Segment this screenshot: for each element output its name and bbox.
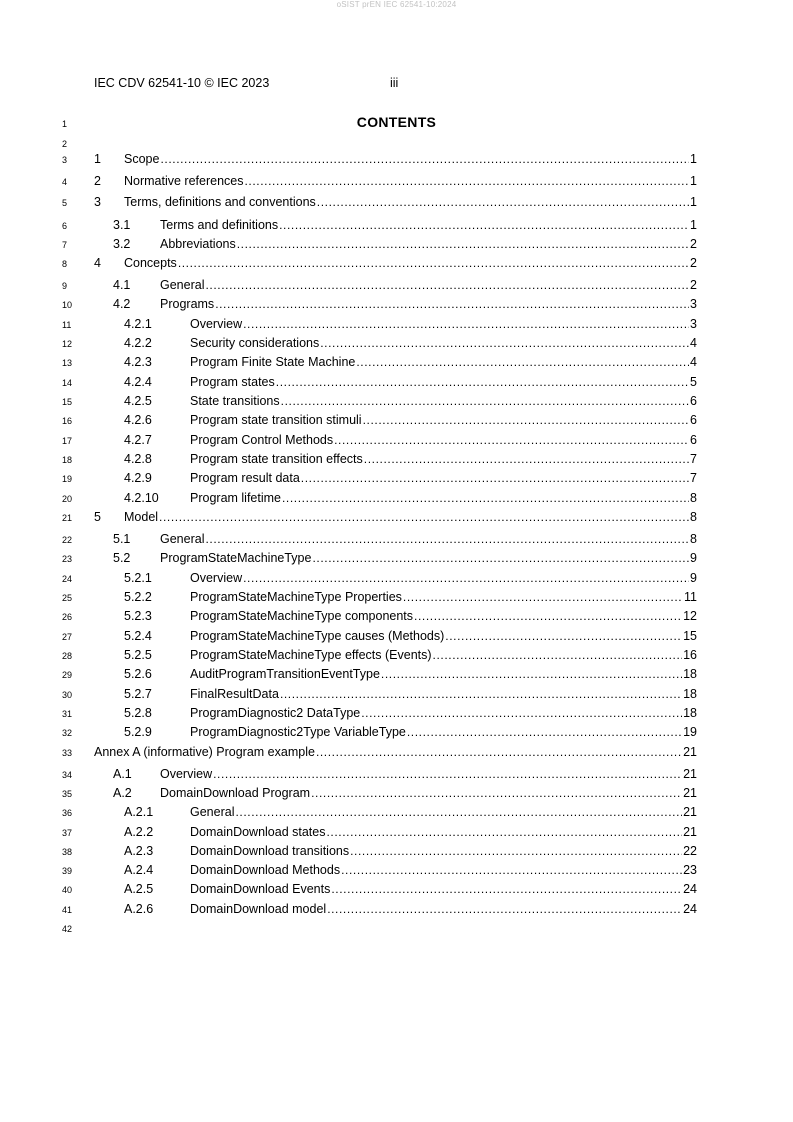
toc-entry-title: Annex A (informative) Program example [94,745,315,759]
toc-entry-page-number: 2 [690,278,697,292]
toc-entry-number: 5.2.8 [124,706,152,720]
toc-entry-title-line [190,687,697,701]
running-header [94,76,399,90]
toc-entry-page-number: 18 [683,687,697,701]
toc-entry-page-number: 16 [683,648,697,662]
line-number: 35 [62,789,73,799]
toc-entry[interactable] [0,237,697,253]
dot-leader [311,786,682,800]
toc-entry-title: ProgramDiagnostic2Type VariableType [190,725,406,739]
toc-entry-number: 5.2.6 [124,667,152,681]
dot-leader [334,433,689,447]
toc-entry-title-line [94,745,697,759]
toc-entry-title: General [190,805,235,819]
toc-entry[interactable] [0,152,697,168]
toc-entry[interactable] [0,902,697,918]
line-number: 7 [62,240,68,250]
toc-entry-page-number: 1 [690,174,697,188]
toc-entry-title: Overview [190,317,243,331]
toc-entry-number: 5.2.4 [124,629,152,643]
dot-leader [317,195,689,209]
dot-leader [356,355,689,369]
line-number: 38 [62,847,73,857]
toc-entry-title: ProgramStateMachineType effects (Events) [190,648,432,662]
toc-entry-title-line [160,767,697,781]
toc-entry-number: 5.2.7 [124,687,152,701]
toc-entry-title-line [124,174,697,188]
line-number: 23 [62,554,73,564]
toc-entry[interactable] [0,786,697,802]
dot-leader [327,825,683,839]
toc-entry[interactable] [0,609,697,625]
dot-leader [327,902,682,916]
dot-leader [237,237,689,251]
line-number: 16 [62,416,73,426]
dot-leader [245,174,690,188]
toc-entry-title-line [160,786,697,800]
dot-leader [281,394,689,408]
line-number: 24 [62,574,73,584]
toc-entry-title: Terms, definitions and conventions [124,195,316,209]
toc-entry-number: 3 [94,195,101,209]
toc-entry[interactable] [0,745,697,761]
toc-entry[interactable] [0,297,697,313]
toc-entry-page-number: 15 [683,629,697,643]
toc-entry-number: A.2.5 [124,882,154,896]
toc-entry-title: Program result data [190,471,300,485]
toc-entry-page-number: 1 [690,218,697,232]
line-number: 25 [62,593,73,603]
toc-entry-number: 4.1 [113,278,131,292]
toc-entry-title-line [190,413,697,427]
line-number: 17 [62,436,73,446]
toc-entry[interactable] [0,725,697,741]
toc-entry-title-line [190,805,697,819]
toc-entry-page-number: 24 [683,882,697,896]
toc-entry-page-number: 24 [683,902,697,916]
toc-entry[interactable] [0,687,697,703]
toc-entry-page-number: 9 [690,571,697,585]
toc-entry-title: DomainDownload model [190,902,327,916]
toc-entry-page-number: 18 [683,667,697,681]
toc-entry-page-number: 4 [690,355,697,369]
toc-entry-page-number: 22 [683,844,697,858]
toc-entry-title: DomainDownload Events [190,882,331,896]
toc-entry-title: Program state transition effects [190,452,363,466]
dot-leader [433,648,683,662]
toc-entry-title: Program state transition stimuli [190,413,362,427]
toc-entry-title-line [190,882,697,896]
toc-entry-title: Overview [190,571,243,585]
toc-entry[interactable] [0,532,697,548]
toc-entry-page-number: 8 [690,491,697,505]
toc-entry-page-number: 8 [690,510,697,524]
toc-entry[interactable] [0,174,697,190]
header-page-number: iii [390,76,399,90]
toc-entry-title: Program lifetime [190,491,281,505]
toc-entry[interactable] [0,278,697,294]
toc-entry-title-line [124,152,697,166]
toc-entry-number: 5.2.5 [124,648,152,662]
toc-entry-title: FinalResultData [190,687,279,701]
toc-entry-title: Program Finite State Machine [190,355,356,369]
line-number: 26 [62,612,73,622]
line-number: 11 [62,320,72,330]
toc-entry-page-number: 3 [690,317,697,331]
toc-entry-title: ProgramStateMachineType [160,551,312,565]
toc-entry-number: 4.2.7 [124,433,152,447]
line-number: 41 [62,905,73,915]
toc-entry-number: A.2.4 [124,863,154,877]
toc-entry-number: 3.1 [113,218,131,232]
toc-entry[interactable] [0,394,697,410]
dot-leader [361,706,682,720]
toc-entry-title: General [160,532,205,546]
toc-entry[interactable] [0,452,697,468]
dot-leader [381,667,682,681]
toc-entry-number: 4.2 [113,297,131,311]
toc-entry-title: DomainDownload states [190,825,326,839]
toc-entry-title-line [190,452,697,466]
toc-entry-page-number: 7 [690,471,697,485]
toc-entry-number: 5.2.3 [124,609,152,623]
toc-entry-page-number: 21 [683,786,697,800]
toc-entry-number: 4.2.1 [124,317,152,331]
line-number: 22 [62,535,73,545]
dot-leader [316,745,682,759]
toc-entry[interactable] [0,767,697,783]
line-number: 29 [62,670,73,680]
toc-entry-number: 5.1 [113,532,131,546]
toc-entry-page-number: 1 [690,152,697,166]
line-number: 34 [62,770,73,780]
toc-entry-title-line [124,256,697,270]
line-number: 13 [62,358,73,368]
dot-leader [414,609,682,623]
toc-entry-title-line [190,433,697,447]
dot-leader [407,725,682,739]
toc-entry-title-line [190,355,697,369]
toc-entry-title-line [160,218,697,232]
toc-entry-title: Program Control Methods [190,433,334,447]
contents-title: CONTENTS [356,114,437,130]
line-number: 31 [62,709,73,719]
toc-entry-title-line [190,902,697,916]
toc-entry[interactable] [0,355,697,371]
toc-entry[interactable] [0,551,697,567]
line-number: 19 [62,474,73,484]
toc-entry[interactable] [0,336,697,352]
dot-leader [403,590,683,604]
toc-entry-title-line [160,551,697,565]
toc-entry[interactable] [0,491,697,507]
dot-leader [331,882,682,896]
toc-entry-title-line [190,336,697,350]
toc-entry-title: Terms and definitions [160,218,279,232]
toc-entry[interactable] [0,413,697,429]
toc-entry-page-number: 2 [690,256,697,270]
dot-leader [213,767,682,781]
toc-entry-number: 3.2 [113,237,131,251]
toc-entry-page-number: 4 [690,336,697,350]
toc-entry-title: ProgramDiagnostic2 DataType [190,706,361,720]
watermark-text: oSIST prEN IEC 62541-10:2024 [336,0,457,9]
toc-entry-title: Program states [190,375,275,389]
toc-entry-page-number: 6 [690,413,697,427]
toc-entry-page-number: 19 [683,725,697,739]
toc-entry-title: Overview [160,767,213,781]
toc-entry[interactable] [0,825,697,841]
toc-entry-page-number: 23 [683,863,697,877]
toc-entry-title: Abbreviations [160,237,236,251]
header-document-id: IEC CDV 62541-10 © IEC 2023 [94,76,270,90]
toc-entry-title-line [160,297,697,311]
toc-entry-title-line [190,317,697,331]
toc-entry-page-number: 3 [690,297,697,311]
toc-entry-number: 4.2.10 [124,491,159,505]
toc-entry[interactable] [0,590,697,606]
dot-leader [363,413,689,427]
toc-entry[interactable] [0,195,697,211]
toc-entry-title: ProgramStateMachineType components [190,609,414,623]
dot-leader [320,336,689,350]
toc-entry-number: 5 [94,510,101,524]
toc-entry-title: Security considerations [190,336,320,350]
toc-entry-number: 4.2.3 [124,355,152,369]
toc-entry-page-number: 7 [690,452,697,466]
toc-entry-number: A.2 [113,786,132,800]
toc-entry-page-number: 6 [690,433,697,447]
line-number: 12 [62,339,73,349]
toc-entry-number: A.1 [113,767,132,781]
toc-entry[interactable] [0,218,697,234]
line-number: 32 [62,728,73,738]
toc-entry-title-line [190,491,697,505]
toc-entry-title-line [124,195,697,209]
toc-entry-number: 5.2 [113,551,131,565]
toc-entry-page-number: 9 [690,551,697,565]
toc-entry-number: 4 [94,256,101,270]
toc-entry-title-line [190,648,697,662]
toc-entry-title: General [160,278,205,292]
line-number: 40 [62,885,73,895]
toc-entry-page-number: 21 [683,825,697,839]
dot-leader [178,256,689,270]
toc-entry-number: A.2.6 [124,902,154,916]
toc-entry-title: State transitions [190,394,280,408]
toc-entry-number: 4.2.4 [124,375,152,389]
toc-entry-title-line [190,706,697,720]
toc-entry[interactable] [0,805,697,821]
toc-entry-number: 4.2.8 [124,452,152,466]
toc-entry-number: A.2.2 [124,825,154,839]
toc-entry[interactable] [0,256,697,272]
toc-entry[interactable] [0,648,697,664]
toc-entry-title-line [190,609,697,623]
toc-entry-title-line [190,844,697,858]
toc-entry-page-number: 21 [683,745,697,759]
toc-entry-page-number: 1 [690,195,697,209]
toc-entry-page-number: 12 [683,609,697,623]
toc-entry[interactable] [0,571,697,587]
line-number: 36 [62,808,73,818]
toc-entry-title: Model [124,510,159,524]
toc-entry-number: 5.2.1 [124,571,152,585]
toc-entry-title: DomainDownload transitions [190,844,350,858]
line-number: 2 [62,139,68,149]
line-number: 18 [62,455,73,465]
line-number: 6 [62,221,68,231]
dot-leader [235,805,682,819]
line-number: 3 [62,155,68,165]
dot-leader [243,571,689,585]
toc-entry-title: Scope [124,152,160,166]
toc-entry-title-line [190,394,697,408]
toc-entry-title-line [190,667,697,681]
toc-entry-title-line [160,237,697,251]
toc-entry-title-line [190,571,697,585]
dot-leader [279,218,689,232]
toc-entry-page-number: 11 [684,590,697,604]
line-number: 8 [62,259,68,269]
line-number: 15 [62,397,73,407]
toc-entry-title: ProgramStateMachineType causes (Methods) [190,629,445,643]
line-number: 5 [62,198,68,208]
dot-leader [350,844,682,858]
line-number: 37 [62,828,73,838]
toc-entry-title: AuditProgramTransitionEventType [190,667,380,681]
toc-entry-page-number: 18 [683,706,697,720]
dot-leader [160,152,689,166]
toc-entry-title: Concepts [124,256,177,270]
line-number: 1 [62,119,68,129]
contents-heading [0,114,793,130]
toc-entry-page-number: 2 [690,237,697,251]
toc-entry-title-line [190,471,697,485]
line-number: 4 [62,177,68,187]
toc-entry[interactable] [0,471,697,487]
dot-leader [445,629,682,643]
toc-entry-number: 2 [94,174,101,188]
toc-entry-number: 1 [94,152,101,166]
toc-entry-title: DomainDownload Methods [190,863,341,877]
toc-entry[interactable] [0,375,697,391]
toc-entry-number: A.2.1 [124,805,154,819]
toc-entry[interactable] [0,706,697,722]
toc-entry-title-line [190,863,697,877]
toc-entry-title-line [160,532,697,546]
line-number: 30 [62,690,73,700]
line-number: 39 [62,866,73,876]
toc-entry-number: 4.2.6 [124,413,152,427]
toc-entry-number: 5.2.9 [124,725,152,739]
toc-entry[interactable] [0,667,697,683]
toc-entry-title: ProgramStateMachineType Properties [190,590,402,604]
line-number: 33 [62,748,73,758]
toc-entry-title: Normative references [124,174,244,188]
toc-entry-number: 4.2.5 [124,394,152,408]
toc-entry-number: 4.2.9 [124,471,152,485]
toc-entry[interactable] [0,433,697,449]
line-number: 21 [62,513,73,523]
dot-leader [205,532,689,546]
dot-leader [341,863,682,877]
toc-entry-number: A.2.3 [124,844,154,858]
toc-entry-number: 5.2.2 [124,590,152,604]
line-number: 28 [62,651,73,661]
dot-leader [276,375,689,389]
dot-leader [364,452,689,466]
line-number: 9 [62,281,68,291]
dot-leader [280,687,682,701]
dot-leader [312,551,689,565]
toc-entry-title: DomainDownload Program [160,786,311,800]
toc-entry-page-number: 21 [683,805,697,819]
dot-leader [282,491,689,505]
toc-entry[interactable] [0,317,697,333]
line-number: 42 [62,924,73,934]
toc-entry-page-number: 21 [683,767,697,781]
toc-entry[interactable] [0,844,697,860]
dot-leader [215,297,689,311]
toc-entry-title-line [124,510,697,524]
line-number: 27 [62,632,73,642]
toc-entry-page-number: 8 [690,532,697,546]
toc-entry-number: 4.2.2 [124,336,152,350]
toc-entry-title-line [190,725,697,739]
toc-entry-title-line [190,629,697,643]
toc-entry-page-number: 5 [690,375,697,389]
dot-leader [205,278,689,292]
toc-entry[interactable] [0,882,697,898]
toc-entry[interactable] [0,629,697,645]
toc-entry-title-line [190,590,697,604]
toc-entry[interactable] [0,510,697,526]
toc-entry-title-line [160,278,697,292]
dot-leader [301,471,689,485]
toc-entry-title: Programs [160,297,215,311]
dot-leader [243,317,689,331]
line-number: 14 [62,378,73,388]
dot-leader [159,510,689,524]
toc-entry-page-number: 6 [690,394,697,408]
toc-entry-title-line [190,375,697,389]
toc-entry-title-line [190,825,697,839]
toc-entry[interactable] [0,863,697,879]
line-number: 20 [62,494,73,504]
line-number: 10 [62,300,73,310]
